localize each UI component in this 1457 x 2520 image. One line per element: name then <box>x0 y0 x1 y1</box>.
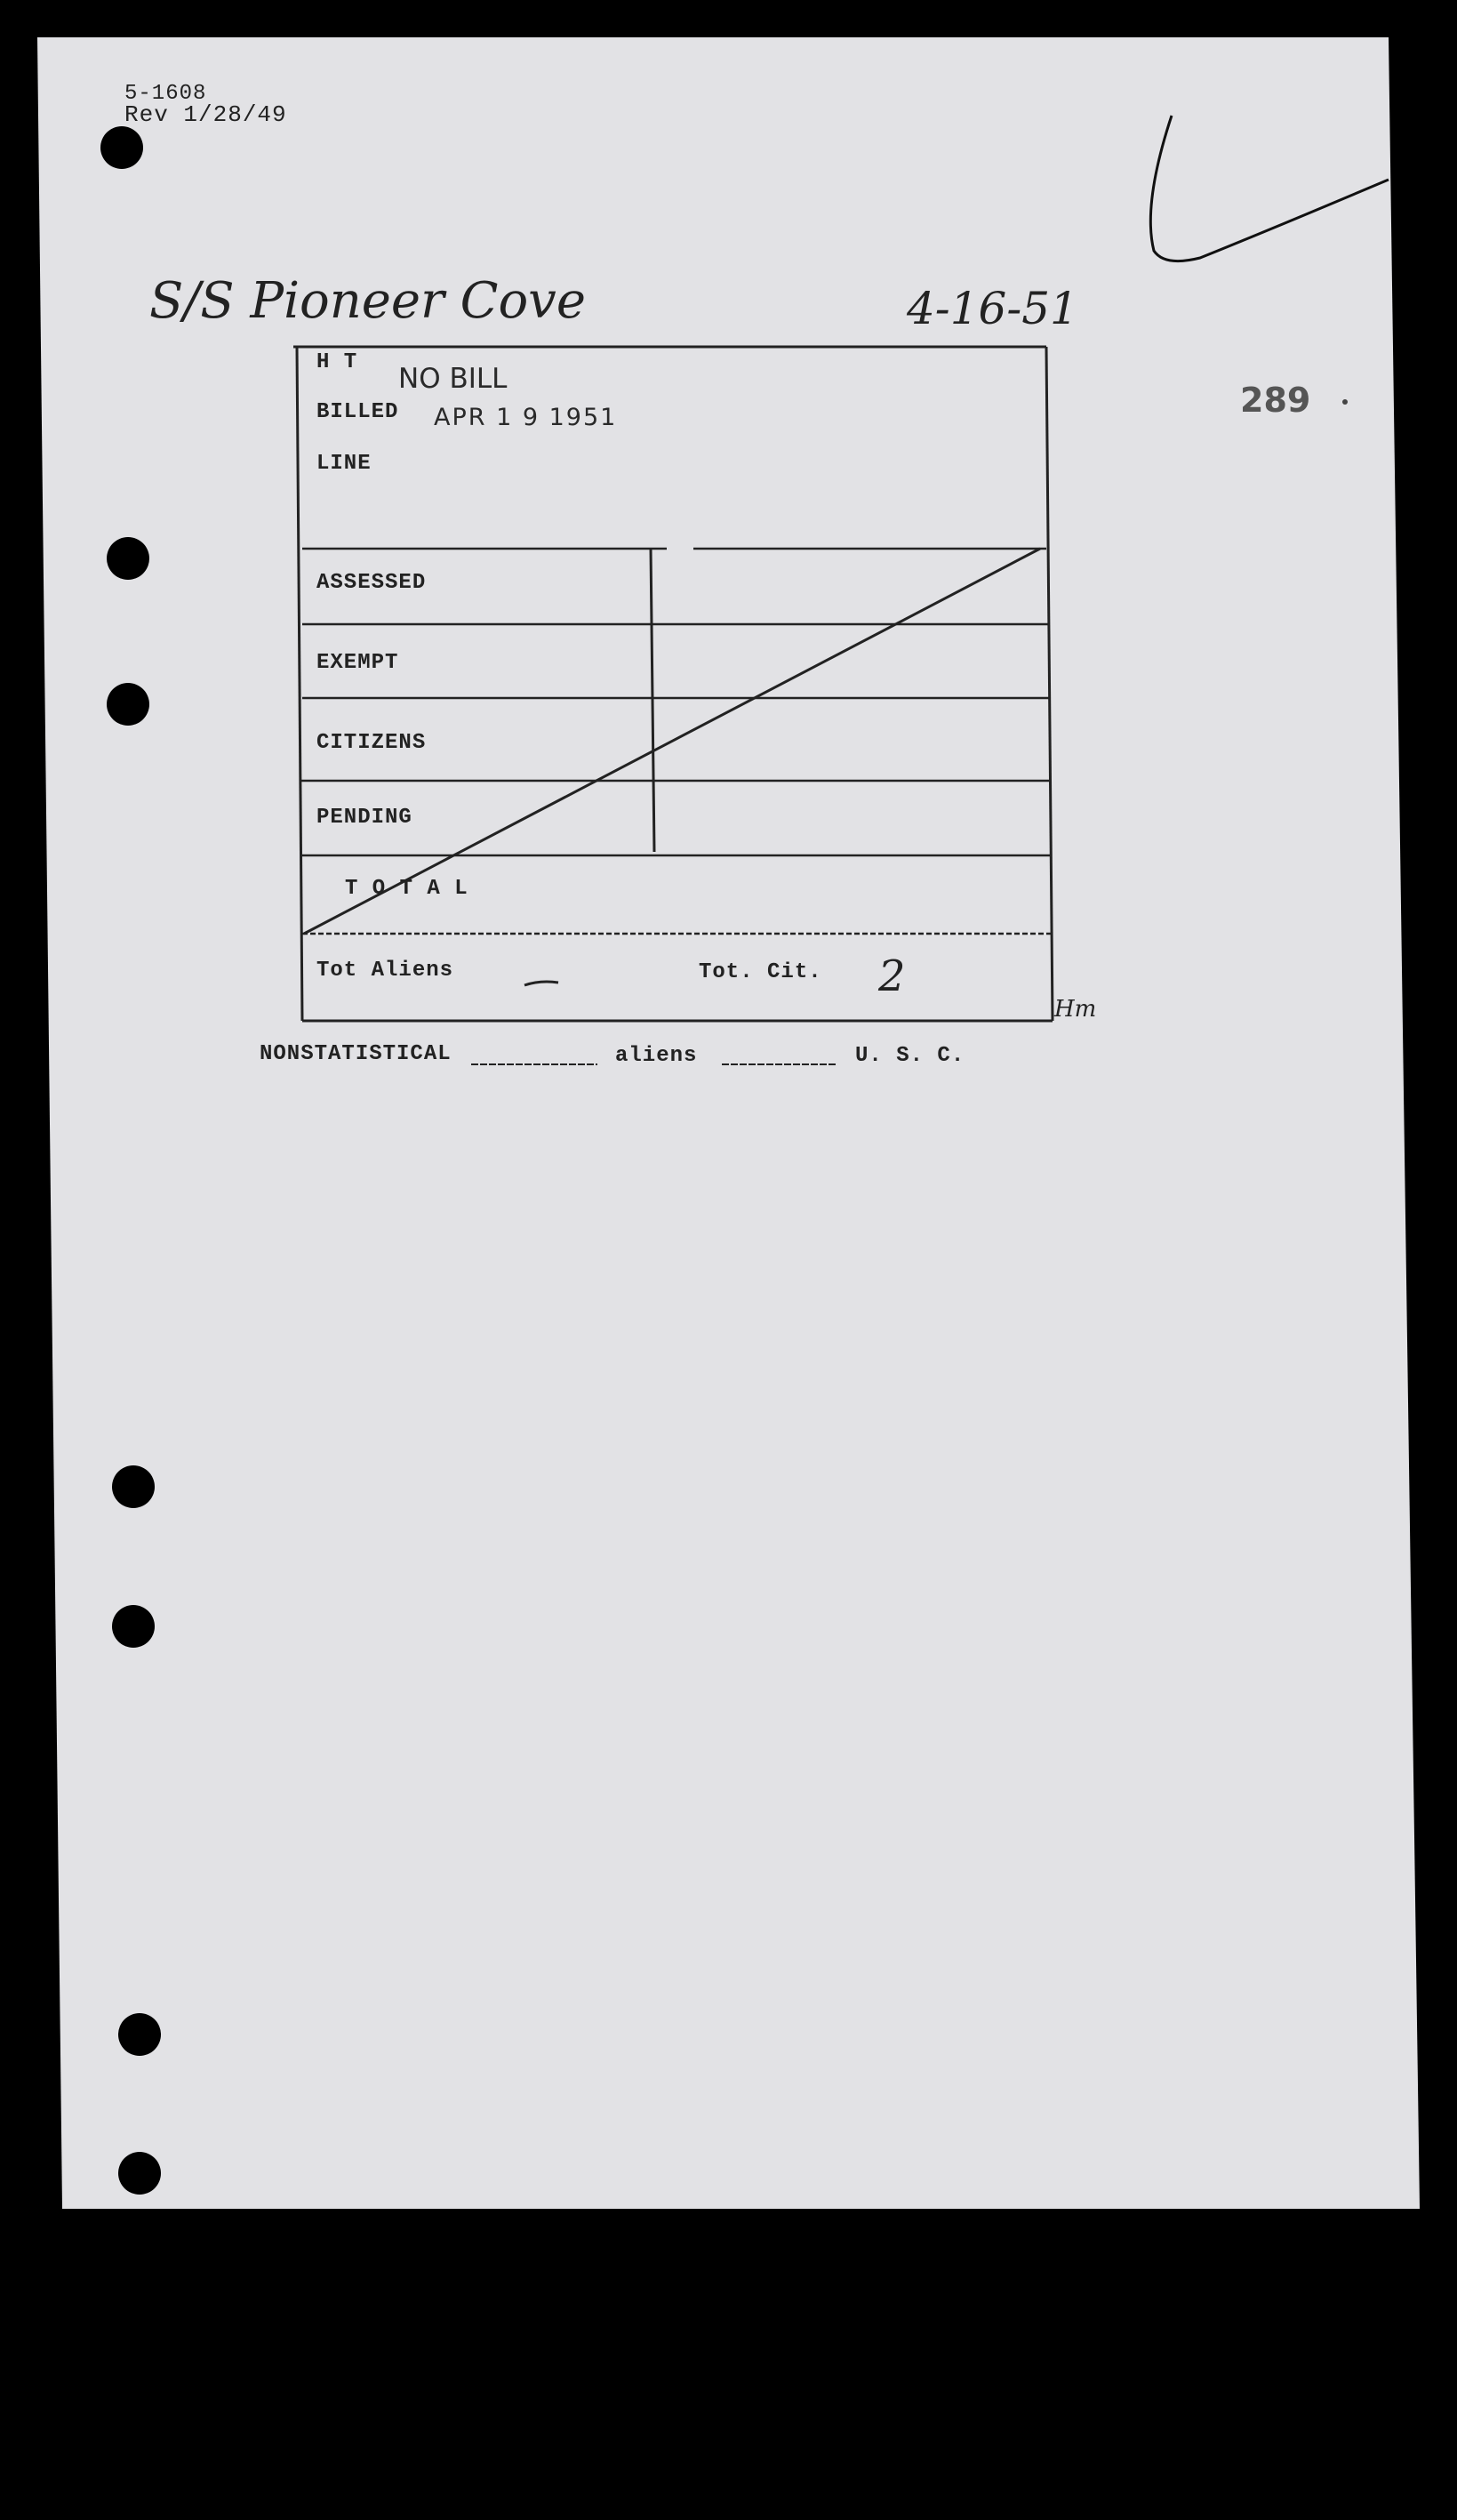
record-date: 4-16-51 <box>907 283 1078 334</box>
line-label: LINE <box>316 452 372 476</box>
vessel-name: S/S Pioneer Cove <box>149 272 586 330</box>
billed-date-stamp: APR 1 9 1951 <box>434 404 618 431</box>
page-number: 289 <box>1240 381 1311 420</box>
punch-hole <box>107 683 149 726</box>
punch-hole <box>100 126 143 169</box>
billed-label: BILLED <box>316 400 399 424</box>
nonstatistical-label: NONSTATISTICAL <box>260 1042 452 1066</box>
row-label-citizens: CITIZENS <box>316 731 427 755</box>
nonstatistical-usc-label: U. S. C. <box>855 1044 965 1068</box>
nonstatistical-aliens-label: aliens <box>615 1044 698 1068</box>
punch-hole <box>118 2152 161 2195</box>
tot-cit-value: 2 <box>878 951 906 1001</box>
row-label-assessed: ASSESSED <box>316 571 427 595</box>
punch-hole <box>112 1605 155 1648</box>
paper-sheet <box>37 37 1420 2209</box>
clerk-initials: Hm <box>1054 996 1097 1023</box>
punch-hole <box>112 1465 155 1508</box>
punch-hole <box>107 537 149 580</box>
form-number: 5-1608 <box>124 82 207 106</box>
row-label-pending: PENDING <box>316 806 412 830</box>
total-label: T O T A L <box>345 877 468 901</box>
punch-hole <box>118 2013 161 2056</box>
form-revision: Rev 1/28/49 <box>124 101 287 128</box>
ht-label: H T <box>316 350 358 374</box>
tot-cit-label: Tot. Cit. <box>699 960 822 984</box>
no-bill-stamp: NO BILL <box>398 363 508 395</box>
tot-aliens-label: Tot Aliens <box>316 959 454 983</box>
row-label-exempt: EXEMPT <box>316 651 399 675</box>
